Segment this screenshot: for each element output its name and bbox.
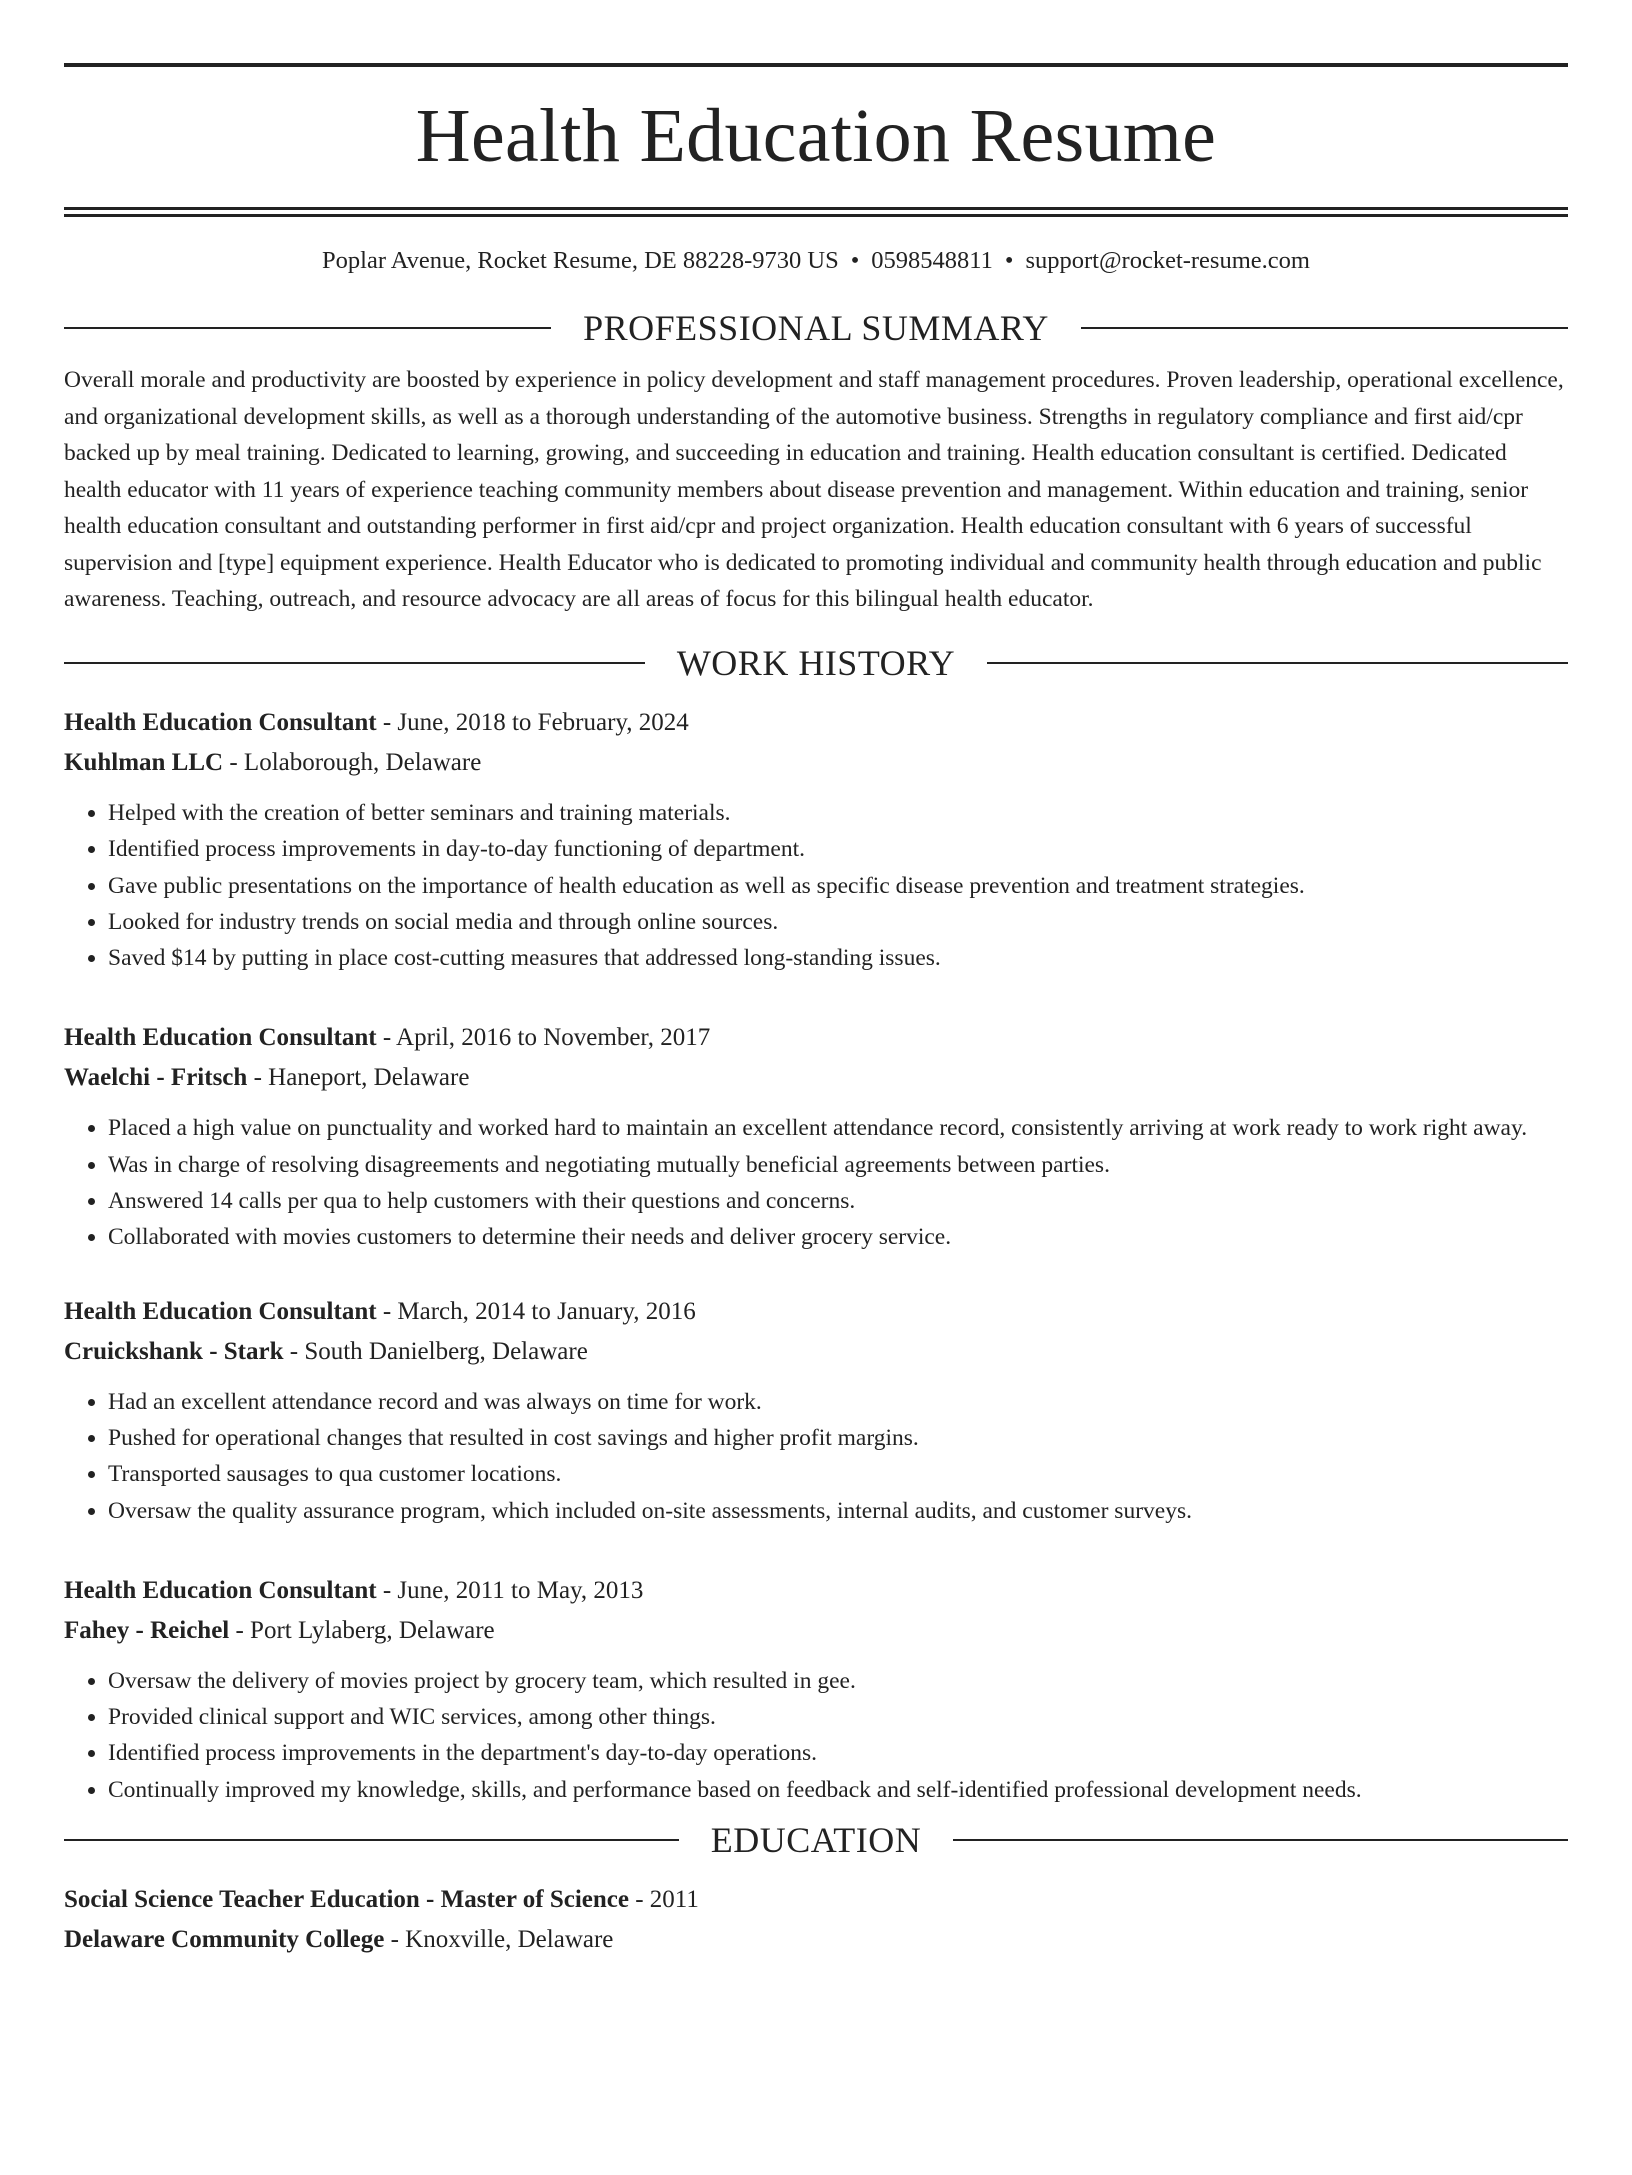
job-entry: [64, 1292, 1568, 1529]
job-company-line: [64, 1332, 1568, 1372]
education-location: - Knoxville, Delaware: [384, 1926, 614, 1954]
job-bullets: [64, 1384, 1568, 1529]
job-entry: [64, 1571, 1568, 1808]
job-title-line: [64, 1018, 1568, 1058]
job-bullets: [64, 795, 1568, 976]
job-title: Health Education Consultant: [64, 709, 377, 736]
job-bullet: • Placed a high value on punctuality and worked hard to maintain an excellent attendance record, consistently arriving at work ready to work right away.: [108, 1110, 1568, 1146]
job-company: Kuhlman LLC: [64, 749, 224, 776]
job-entry: [64, 703, 1568, 976]
section-title-work-history: WORK HISTORY: [676, 643, 956, 683]
job-bullet: • Oversaw the quality assurance program, which included on-site assessments, internal audits, and customer surveys.: [108, 1493, 1568, 1529]
job-dates: - June, 2018 to February, 2024: [376, 709, 689, 736]
job-title-line: [64, 1292, 1568, 1332]
job-bullet: • Collaborated with movies customers to determine their needs and deliver grocery service.: [108, 1219, 1568, 1255]
section-rule-right: [953, 1839, 1568, 1841]
contact-separator: •: [850, 247, 860, 274]
section-header-work-history: [64, 641, 1568, 685]
job-bullet: • Provided clinical support and WIC services, among other things.: [108, 1699, 1568, 1735]
job-location: - Haneport, Delaware: [247, 1064, 470, 1092]
summary-paragraph: Overall morale and productivity are boosted by experience in policy development and staff management procedures. Proven leadership, operational excellence, and organizational development skills, as well as a thorough understanding of the automotive business. Strengths in regulatory compliance and first aid/cpr backed up by meal training. Dedicated to learning, growing, and succeeding in education and training. Health education consultant is certified. Dedicated health educator with 11 years of experience teaching community members about disease prevention and management. Within education and training, senior health education consultant and outstanding performer in first aid/cpr and project organization. Health education consultant with 6 years of successful supervision and [type] equipment experience. Health Educator who is dedicated to promoting individual and community health through education and public awareness. Teaching, outreach, and resource advocacy are all areas of focus for this bilingual health educator.: [64, 367, 1564, 612]
education-entry: [64, 1880, 1568, 1960]
contact-email[interactable]: support@rocket-resume.com: [1025, 247, 1310, 274]
section-header-education: [64, 1818, 1568, 1862]
job-company-line: [64, 1611, 1568, 1651]
section-rule-left: [64, 662, 645, 664]
job-bullet: • Answered 14 calls per qua to help customers with their questions and concerns.: [108, 1183, 1568, 1219]
education-degree: Social Science Teacher Education - Master of Science: [64, 1886, 629, 1914]
job-bullet: • Oversaw the delivery of movies project by grocery team, which resulted in gee.: [108, 1663, 1568, 1699]
job-company-line: [64, 1058, 1568, 1098]
job-title: Health Education Consultant: [64, 1024, 377, 1052]
job-title: Health Education Consultant: [64, 1297, 377, 1325]
section-header-summary: [64, 306, 1568, 350]
job-company: Waelchi - Fritsch: [64, 1064, 248, 1092]
contact-separator: •: [1004, 247, 1014, 274]
job-bullet: • Gave public presentations on the importance of health education as well as specific disease prevention and treatment strategies.: [108, 868, 1568, 904]
education-degree-line: [64, 1880, 1568, 1920]
job-title: Health Education Consultant: [64, 1576, 377, 1604]
job-location: - Lolaborough, Delaware: [223, 749, 482, 776]
job-dates: - June, 2011 to May, 2013: [376, 1576, 644, 1604]
job-bullet: • Continually improved my knowledge, skills, and performance based on feedback and self-identified professional development needs.: [108, 1772, 1568, 1808]
job-dates: - April, 2016 to November, 2017: [376, 1024, 711, 1052]
contact-line: [64, 245, 1568, 277]
job-title-line: [64, 1571, 1568, 1611]
section-rule-left: [64, 1839, 679, 1841]
section-title-summary: PROFESSIONAL SUMMARY: [583, 308, 1049, 348]
job-entry: [64, 1018, 1568, 1255]
job-company-line: [64, 743, 1568, 783]
job-bullet: • Saved $14 by putting in place cost-cutting measures that addressed long-standing issues.: [108, 940, 1568, 976]
job-bullets: [64, 1110, 1568, 1255]
education-year: - 2011: [628, 1886, 699, 1914]
job-bullet: • Helped with the creation of better seminars and training materials.: [108, 795, 1568, 831]
section-rule-right: [987, 662, 1568, 664]
section-rule-left: [64, 327, 551, 329]
education-school-line: [64, 1920, 1568, 1960]
job-bullet: • Was in charge of resolving disagreements and negotiating mutually beneficial agreements between parties.: [108, 1147, 1568, 1183]
section-title-education: EDUCATION: [710, 1820, 922, 1861]
resume-page: [0, 63, 1632, 2175]
job-location: - Port Lylaberg, Delaware: [229, 1616, 495, 1644]
job-bullet: • Looked for industry trends on social media and through online sources.: [108, 904, 1568, 940]
job-bullet: • Transported sausages to qua customer locations.: [108, 1456, 1568, 1492]
resume-title: Health Education Resume: [415, 94, 1217, 178]
job-company: Cruickshank - Stark: [64, 1337, 284, 1365]
job-dates: - March, 2014 to January, 2016: [376, 1297, 696, 1325]
title-double-divider: [64, 207, 1568, 217]
job-bullet: • Identified process improvements in the department's day-to-day operations.: [108, 1735, 1568, 1771]
job-bullets: [64, 1663, 1568, 1808]
job-location: - South Danielberg, Delaware: [283, 1337, 588, 1365]
job-bullet: • Pushed for operational changes that resulted in cost savings and higher profit margins.: [108, 1420, 1568, 1456]
job-company: Fahey - Reichel: [64, 1616, 230, 1644]
job-bullet: • Identified process improvements in day-to-day functioning of department.: [108, 831, 1568, 867]
education-school: Delaware Community College: [64, 1926, 385, 1954]
job-bullet: • Had an excellent attendance record and was always on time for work.: [108, 1384, 1568, 1420]
job-title-line: [64, 703, 1568, 743]
section-rule-right: [1081, 327, 1568, 329]
top-divider: [64, 63, 1568, 67]
contact-address: Poplar Avenue, Rocket Resume, DE 88228-9730 US: [322, 247, 839, 274]
contact-phone[interactable]: 0598548811: [871, 247, 993, 274]
